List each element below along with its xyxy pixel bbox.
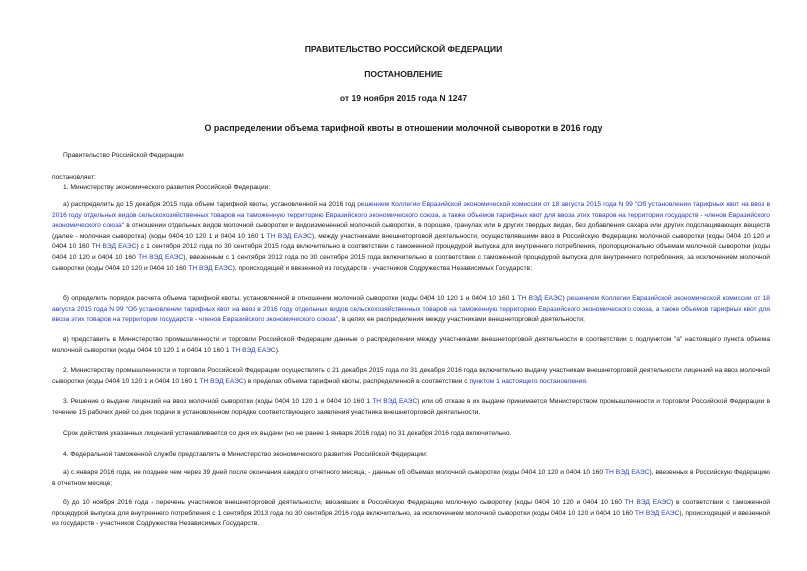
document-link[interactable]: решением Коллегии Евразийской экономической комиссии от 18 августа 2015 года N 99 "Об установлении тарифных квот на ввоз в 2016 году отдельных видов сельскохозяйственных товаров на таможенную территорию Евразийского экономического союза, а также объемов тарифных квот для ввоза этих товаров на территории государств - членов Евразийского экономического союза" <box>52 201 770 230</box>
paragraph-1c <box>52 335 770 356</box>
text-run: , в целях ее распределения между участниками внешнеторговой деятельности; <box>338 316 585 324</box>
tnved-link[interactable]: ТН ВЭД ЕАЭС <box>517 295 563 302</box>
tnved-link[interactable]: ТН ВЭД ЕАЭС <box>188 264 233 272</box>
tnved-link[interactable]: ТН ВЭД ЕАЭС <box>634 509 680 517</box>
text-run: . <box>586 377 588 385</box>
tnved-link[interactable]: ТН ВЭД ЕАЭС <box>138 253 184 261</box>
paragraph-resolves: постановляет: <box>52 174 96 181</box>
paragraph-2 <box>52 366 770 387</box>
text-run: ) или об отказе в их выдаче принимается Министерством промышленности и торговли Российской Федерации в течение 15 рабочих дней со дня подачи в установленном порядке соответствующего заявления участника внешнеторговой деятельности. <box>52 398 770 416</box>
text-run: 3. Решение о выдаче лицензий на ввоз молочной сыворотки (коды 0404 10 120 1 и 0404 10 160 1 <box>63 398 373 405</box>
text-run: 2. Министерству промышленности и торговли Российской Федерации осуществлять с 21 декабря 2015 года по 31 декабря 2016 года включительно выдачу участникам внешнеторговой деятельности лицензий на ввоз молочной сыворотки (коды 0404 10 120 1 и 0404 10 160 1 <box>52 367 770 385</box>
text-run: в) представить в Министерство промышленности и торговли Российской Федерации данные о распределении между участниками внешнеторговой деятельности в соответствии с подпунктом "а" настоящего пункта объема молочной сыворотки (коды 0404 10 120 1 и 0404 10 160 1 <box>52 336 770 354</box>
text-run: ) в соответствии с таможенной процедурой выпуска для внутреннего потребления с 1 сентября 2013 года по 30 сентября 2016 года включительно, за исключением молочной сыворотки (коды 0404 10 120 и 0404 10 160 <box>52 499 770 517</box>
paragraph-1a <box>52 200 770 274</box>
tnved-link[interactable]: ТН ВЭД ЕАЭС <box>605 469 650 476</box>
text-run: ), происходящей и ввезенной из государств - участников Содружества Независимых Государств. <box>52 509 770 528</box>
paragraph-4a <box>52 468 770 489</box>
text-run: ), происходящей и ввезенной из государств - участников Содружества Независимых Государств; <box>232 264 532 272</box>
org-heading: ПРАВИТЕЛЬСТВО РОССИЙСКОЙ ФЕДЕРАЦИИ <box>304 44 503 54</box>
text-run: ). <box>275 346 280 354</box>
text-run: а) с января 2016 года, не позднее чем через 39 дней после окончания каждого отчетного месяца, - данные об объемах молочной сыворотки (коды 0404 10 120 и 0404 10 160 <box>63 469 605 476</box>
paragraph-1b <box>52 294 770 326</box>
text-run: в отношении отдельных видов молочной сыворотки и видоизмененной молочной сыворотки, в порошке, гранулах или в других твердых видах, без добавления сахара или других подслащивающих веществ (далее - молочная сыворотка) (коды 0404 10 120 1 и 0404 10 160 1 <box>52 222 771 240</box>
document-link[interactable]: решением Коллегии Евразийской экономической комиссии от 18 августа 2015 года N 99 "Об установлении тарифных квот на ввоз в 2016 году отдельных видов сельскохозяйственных товаров на таможенную территорию Евразийского экономического союза, а также объемов тарифных квот для ввоза этих товаров на территории государств - членов Евразийского экономического союза" <box>52 295 770 324</box>
text-run: ), ввезенных в Российскую Федерацию в отчетном месяце; <box>52 469 770 487</box>
doc-type-heading: ПОСТАНОВЛЕНИЕ <box>364 69 443 79</box>
tnved-link[interactable]: ТН ВЭД ЕАЭС <box>624 499 671 506</box>
tnved-link[interactable]: ТН ВЭД ЕАЭС <box>231 346 276 354</box>
tnved-link[interactable]: ТН ВЭД ЕАЭС <box>372 398 418 405</box>
date-number-heading: от 19 ноября 2015 года N 1247 <box>339 93 468 103</box>
text-run: ), между участниками внешнеторговой деятельности, осуществлявшими ввоз в Российскую Федерацию молочной сыворотки (коды 0404 10 120 и 0404 10 160 <box>52 232 771 251</box>
text-run: ) с 1 сентября 2012 года по 30 сентября 2015 года включительно в соответствии с таможенной процедурой выпуска для внутреннего потребления, пропорционально объемам молочной сыворотки (коды 0404 10 120 и 0404 10 160 <box>52 243 770 261</box>
paragraph-3 <box>52 397 770 418</box>
text-run: б) определить порядок расчета объема тарифной квоты, установленной в отношении молочной сыворотки (коды 0404 10 120 1 и 0404 10 160 1 <box>63 295 518 302</box>
paragraph-government: Правительство Российской Федерации <box>63 152 184 159</box>
paragraph-4b <box>52 498 770 530</box>
text-run: ) в пределах объема тарифной квоты, распределенной в соответствии с <box>243 377 470 385</box>
document-link[interactable]: пунктом 1 настоящего постановления <box>469 377 586 385</box>
tnved-link[interactable]: ТН ВЭД ЕАЭС <box>266 232 312 240</box>
text-run: б) до 10 ноября 2016 года - перечень участников внешнеторговой деятельности, ввозивших в Российскую Федерацию молочную сыворотку (коды 0404 10 120 и 0404 10 160 <box>63 499 625 506</box>
tnved-link[interactable]: ТН ВЭД ЕАЭС <box>91 243 137 251</box>
text-run: ), ввезенным с 1 сентября 2012 года по 30 сентября 2015 года включительно в соответствии с таможенной процедурой выпуска для внутреннего потребления, за исключением молочной сыворотки (коды 0404 10 120 и 0404 10 160 <box>52 253 770 272</box>
text-run: а) распределить до 15 декабря 2015 года объем тарифной квоты, установленной на 2016 год <box>63 201 358 208</box>
text-run: ) <box>562 295 567 302</box>
paragraph-license-term: Срок действия указанных лицензий устанавливается со дня их выдачи (но не ранее 1 января 2016 года) по 31 декабря 2016 года включительно. <box>63 430 512 437</box>
tnved-link[interactable]: ТН ВЭД ЕАЭС <box>199 377 244 385</box>
document-title: О распределении объема тарифной квоты в отношении молочной сыворотки в 2016 году <box>204 123 603 133</box>
paragraph-4: 4. Федеральной таможенной службе представлять в Министерство экономического развития Российской Федерации: <box>63 451 428 458</box>
paragraph-1: 1. Министерству экономического развития Российской Федерации: <box>63 184 271 191</box>
